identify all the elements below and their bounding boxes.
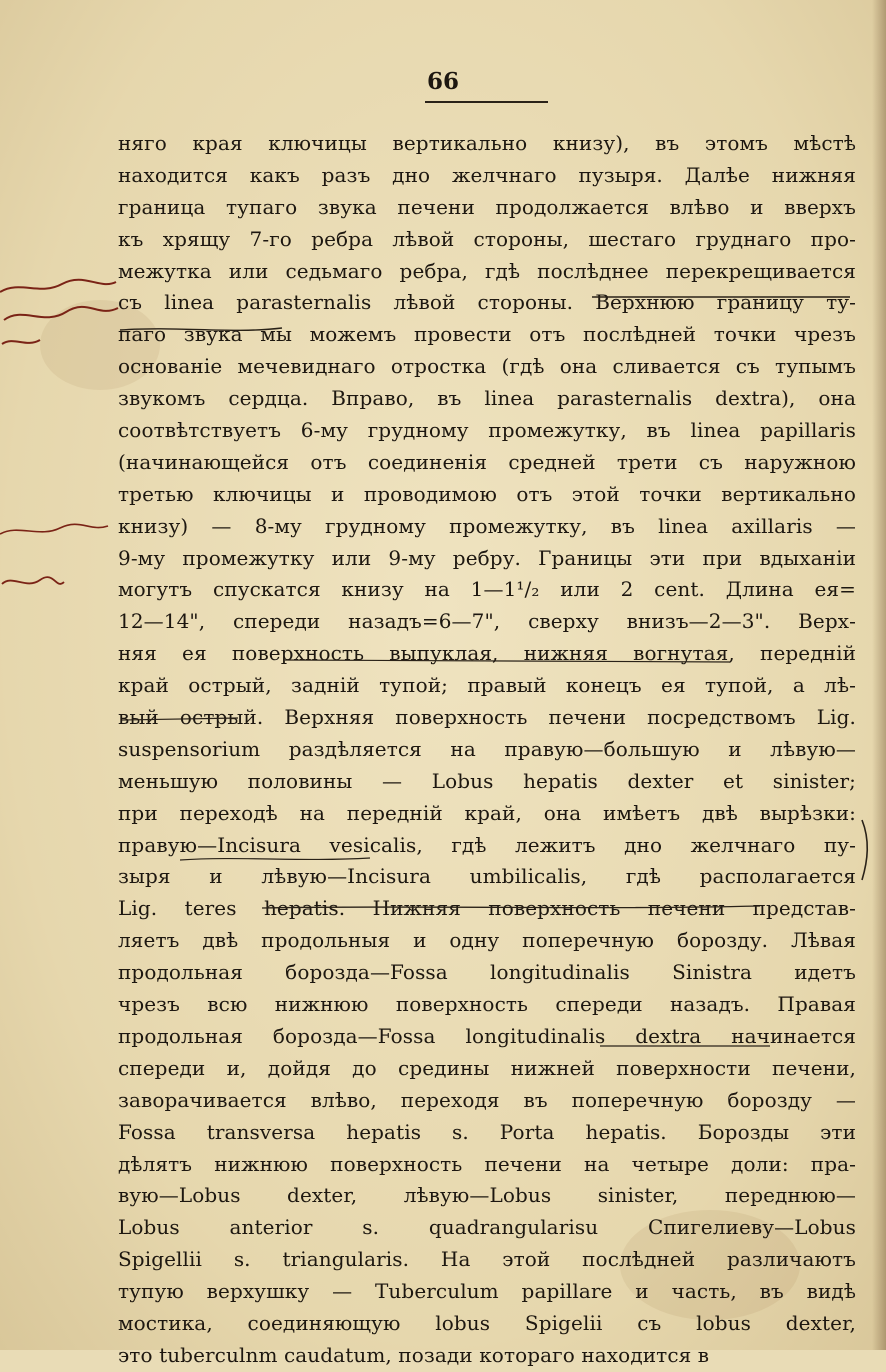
text-line: продольная борозда—Fossa longitudinalis dextra начинается xyxy=(118,1023,856,1048)
text-line: тупую верхушку — Tuberculum papillare и часть, въ видѣ xyxy=(118,1279,856,1304)
text-line: звукомъ сердца. Вправо, въ linea parasternalis dextra), она xyxy=(118,386,856,411)
text-line: книзу) — 8-му грудному промежутку, въ linea axillaris — xyxy=(118,513,856,538)
text-line: при переходѣ на передній край, она имѣетъ двѣ вырѣзки: xyxy=(118,800,856,825)
text-line: заворачивается влѣво, переходя въ поперечную борозду — xyxy=(118,1087,856,1112)
text-line: вый острый. Верхняя поверхность печени посредствомъ Lig. xyxy=(118,705,856,730)
page-edge-shadow xyxy=(872,0,886,1350)
text-line: дѣлятъ нижнюю поверхность печени на четыре доли: пра- xyxy=(118,1151,856,1176)
text-line: Lig. teres hepatis. Нижняя поверхность печени представ- xyxy=(118,896,856,921)
header-rule xyxy=(425,101,548,103)
text-line: Lobus anterior s. quadrangularisu Спигелиеву—Lobus xyxy=(118,1215,856,1240)
page-number: 66 xyxy=(426,68,459,95)
text-line: паго звука мы можемъ провести отъ послѣдней точки чрезъ xyxy=(118,322,856,347)
text-line: могутъ спускатся книзу на 1—1¹/₂ или 2 cent. Длина ея= xyxy=(118,577,856,602)
text-line: Fossa transversa hepatis s. Porta hepatis. Борозды эти xyxy=(118,1119,856,1144)
text-line: третью ключицы и проводимою отъ этой точки вертикально xyxy=(118,481,856,506)
text-line: Spigellii s. triangularis. На этой послѣдней различаютъ xyxy=(118,1247,856,1272)
text-line: зыря и лѣвую—Incisura umbilicalis, гдѣ располагается xyxy=(118,864,856,889)
text-line: спереди и, дойдя до средины нижней поверхности печени, xyxy=(118,1055,856,1080)
text-line: продольная борозда—Fossa longitudinalis Sinistra идетъ xyxy=(118,960,856,985)
text-line: мостика, соединяющую lobus Spigelii съ lobus dexter, xyxy=(118,1310,856,1335)
text-line: правую—Incisura vesicalis, гдѣ лежитъ дно желчнаго пу- xyxy=(118,832,856,857)
text-line: это tuberculnm caudatum, позади котораго находится в xyxy=(118,1342,710,1367)
text-line: съ linea parasternalis лѣвой стороны. Верхнюю границу ту- xyxy=(118,290,856,315)
text-line: suspensorium раздѣляется на правую—большую и лѣвую— xyxy=(118,736,856,761)
text-line: чрезъ всю нижнюю поверхность спереди назадъ. Правая xyxy=(118,992,856,1017)
text-line: граница тупаго звука печени продолжается влѣво и вверхъ xyxy=(118,194,856,219)
body-text xyxy=(118,128,856,1372)
text-line: (начинающейся отъ соединенія средней трети съ наружною xyxy=(118,449,856,474)
text-line: няго края ключицы вертикально книзу), въ этомъ мѣстѣ xyxy=(118,131,856,155)
text-line: основаніе мечевиднаго отростка (гдѣ она сливается съ тупымъ xyxy=(118,354,856,379)
text-line: 9-му промежутку или 9-му ребру. Границы эти при вдыханіи xyxy=(118,545,856,570)
text-line: меньшую половины — Lobus hepatis dexter et sinister; xyxy=(118,768,856,793)
text-line: 12—14", спереди назадъ=6—7", сверху внизъ—2—3". Верх- xyxy=(118,609,856,634)
text-line: находится какъ разъ дно желчнаго пузыря. Далѣе нижняя xyxy=(118,162,856,187)
text-line: соотвѣтствуетъ 6-му грудному промежутку, въ linea papillaris xyxy=(118,418,856,443)
text-line: ляетъ двѣ продольныя и одну поперечную борозду. Лѣвая xyxy=(118,928,856,953)
text-line: край острый, задній тупой; правый конецъ ея тупой, а лѣ- xyxy=(118,673,856,698)
text-line: межутка или седьмаго ребра, гдѣ послѣднее перекрещивается xyxy=(118,258,856,283)
text-line: вую—Lobus dexter, лѣвую—Lobus sinister, переднюю— xyxy=(118,1183,856,1208)
text-line: няя ея поверхность выпуклая, нижняя вогнутая, передній xyxy=(118,641,856,666)
text-line: къ хрящу 7-го ребра лѣвой стороны, шестаго груднаго про- xyxy=(118,226,856,251)
